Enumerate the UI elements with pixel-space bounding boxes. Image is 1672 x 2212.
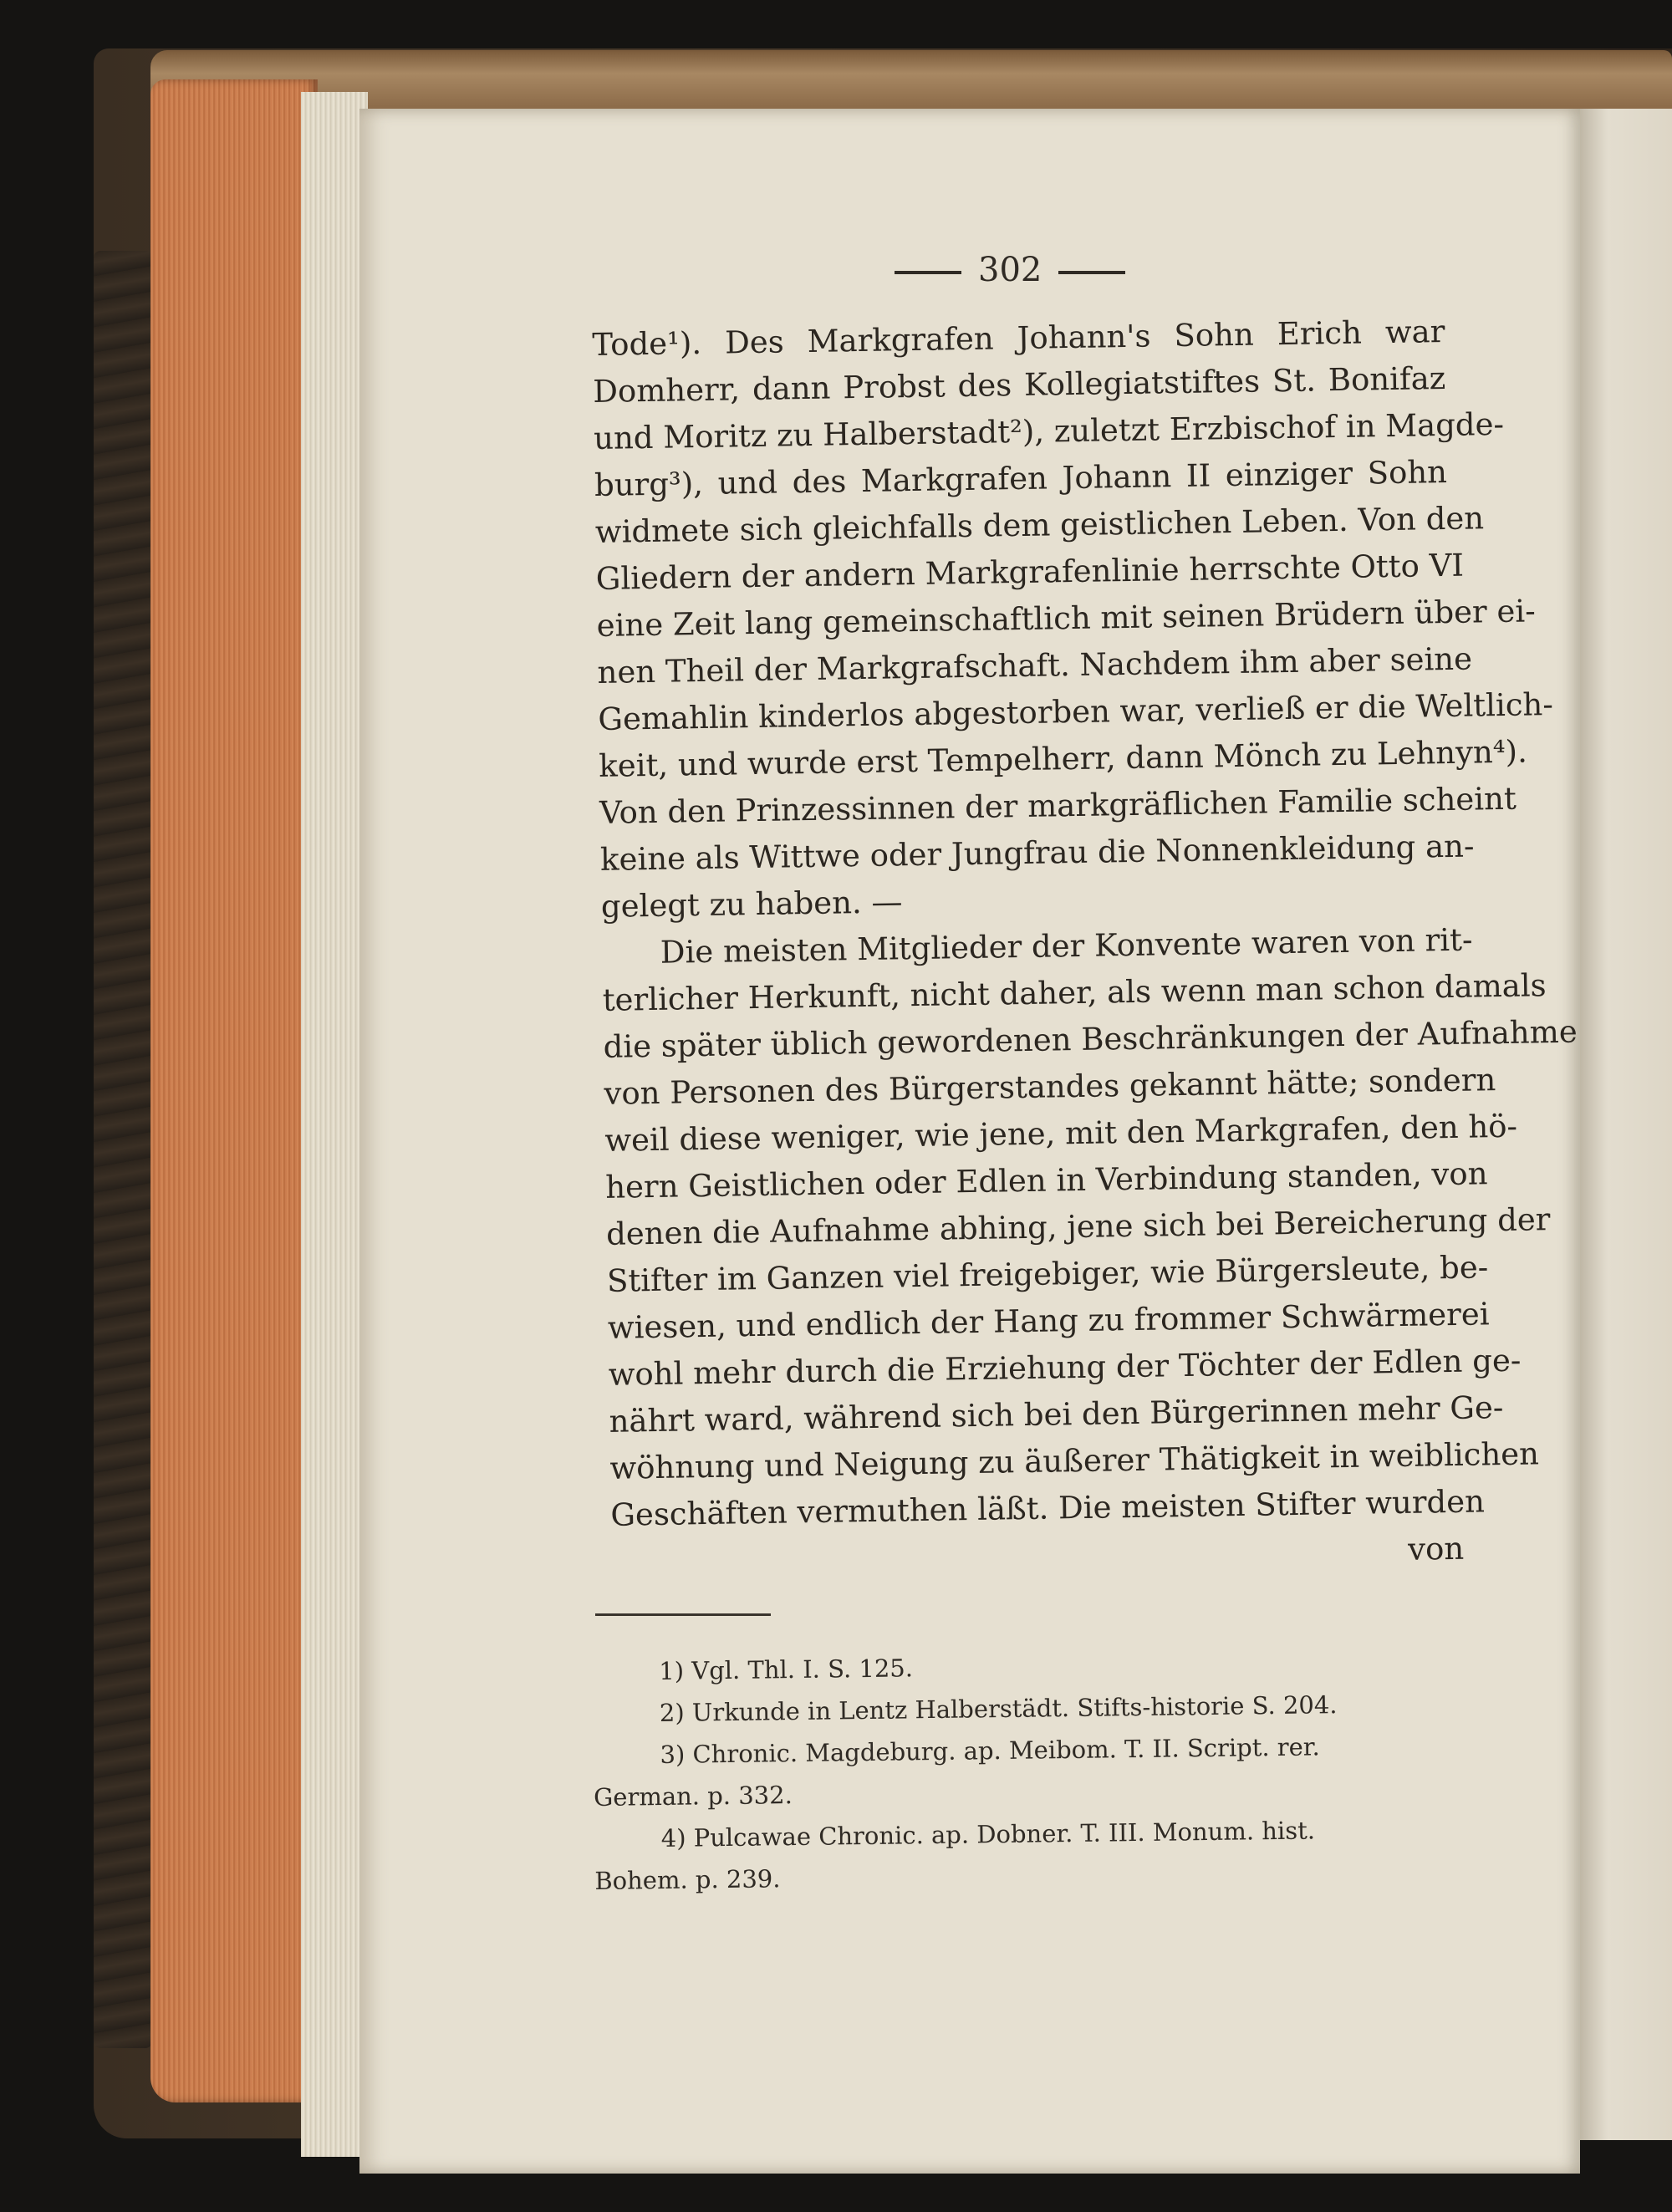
text-line: eine Zeit lang gemeinschaftlich mit seinen Brüdern über ei- bbox=[596, 593, 1536, 644]
footnote: 4) Pulcawae Chronic. ap. Dobner. T. III. Monum. hist. bbox=[660, 1816, 1316, 1853]
text-line: gelegt zu haben. — bbox=[600, 884, 903, 925]
dash-left bbox=[895, 271, 961, 274]
footnote-rule bbox=[595, 1613, 771, 1616]
text-line: Gemahlin kinderlos abgestorben war, verließ er die Weltlich- bbox=[598, 686, 1554, 737]
footnotes bbox=[592, 1641, 1448, 1902]
page-stack bbox=[301, 92, 368, 2157]
body-text bbox=[592, 308, 1578, 1586]
text-line: wöhnung und Neigung zu äußerer Thätigkeit in weiblichen bbox=[609, 1435, 1540, 1486]
text-line: widmete sich gleichfalls dem geistlichen Leben. Von den bbox=[594, 500, 1485, 550]
text-line: Von den Prinzessinnen der markgräflichen Familie scheint bbox=[599, 780, 1517, 831]
facing-page-edge bbox=[1580, 109, 1672, 2140]
text-line: weil diese weniger, wie jene, mit den Markgrafen, den hö- bbox=[604, 1108, 1518, 1159]
text-line: Domherr, dann Probst des Kollegiatstiftes St. Bonifaz bbox=[592, 359, 1446, 410]
page-number-text: 302 bbox=[978, 251, 1042, 289]
text-line: Geschäften vermuthen läßt. Die meisten Stifter wurden bbox=[610, 1483, 1486, 1533]
text-line: Gliedern der andern Markgrafenlinie herrschte Otto VI bbox=[595, 547, 1465, 597]
text-line: nährt ward, während sich bei den Bürgerinnen mehr Ge- bbox=[609, 1389, 1504, 1440]
text-line: die später üblich gewordenen Beschränkungen der Aufnahme bbox=[603, 1013, 1578, 1065]
footnote: 2) Urkunde in Lentz Halberstädt. Stifts-historie S. 204. bbox=[659, 1690, 1338, 1728]
text-line: Tode¹). Des Markgrafen Johann's Sohn Erich war bbox=[592, 313, 1445, 363]
text-line: Stifter im Ganzen viel freigebiger, wie Bürgersleute, be- bbox=[606, 1249, 1489, 1299]
text-line: Die meisten Mitglieder der Konvente waren von rit- bbox=[660, 921, 1473, 971]
footnote-continuation: Bohem. p. 239. bbox=[594, 1864, 781, 1895]
text-line: und Moritz zu Halberstadt²), zuletzt Erzbischof in Magde- bbox=[593, 405, 1505, 456]
dash-right bbox=[1058, 271, 1125, 274]
text-line: nen Theil der Markgrafschaft. Nachdem ihm aber seine bbox=[597, 640, 1473, 691]
text-line: wiesen, und endlich der Hang zu frommer Schwärmerei bbox=[607, 1296, 1490, 1346]
book-spine bbox=[94, 251, 152, 2048]
text-line: keit, und wurde erst Tempelherr, dann Mönch zu Lehnyn⁴). bbox=[599, 733, 1528, 784]
book-top-edge bbox=[150, 50, 1672, 109]
text-line: keine als Wittwe oder Jungfrau die Nonnenkleidung an- bbox=[599, 828, 1475, 878]
text-line: wohl mehr durch die Erziehung der Töchter der Edlen ge- bbox=[608, 1342, 1522, 1393]
catchword: von bbox=[1407, 1530, 1465, 1567]
text-line: burg³), und des Markgrafen Johann II einziger Sohn bbox=[594, 453, 1448, 503]
page-edges-block bbox=[150, 79, 318, 2102]
footnote-continuation: German. p. 332. bbox=[593, 1781, 793, 1812]
text-line: hern Geistlichen oder Edlen in Verbindung standen, von bbox=[604, 1155, 1488, 1205]
footnote: 1) Vgl. Thl. I. S. 125. bbox=[659, 1654, 914, 1686]
text-line: denen die Aufnahme abhing, jene sich bei Bereicherung der bbox=[605, 1201, 1551, 1252]
footnote: 3) Chronic. Magdeburg. ap. Meibom. T. II. Script. rer. bbox=[660, 1732, 1320, 1770]
page-number bbox=[878, 251, 1212, 289]
text-line: von Personen des Bürgerstandes gekannt hätte; sondern bbox=[604, 1062, 1496, 1112]
text-line: terlicher Herkunft, nicht daher, als wenn man schon damals bbox=[602, 967, 1547, 1018]
